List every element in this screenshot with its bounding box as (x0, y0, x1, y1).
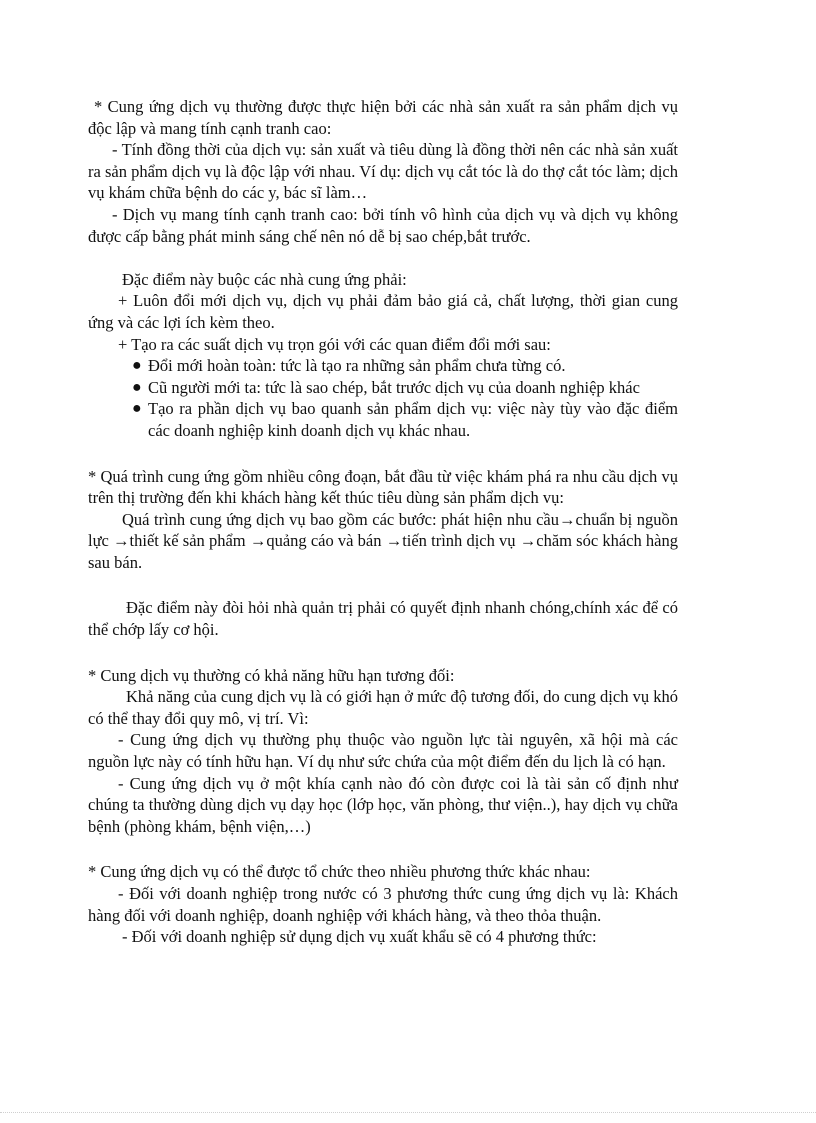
spacer (88, 442, 678, 466)
section3-paragraph-2: - Cung ứng dịch vụ thường phụ thuộc vào nguồn lực tài nguyên, xã hội mà các nguồn lực này có tính hữu hạn. Ví dụ như sức chứa của một điểm đến du lịch là có hạn. (88, 730, 678, 772)
spacer (88, 573, 678, 597)
section2-paragraph-2: Đặc điểm này đòi hỏi nhà quản trị phải có quyết định nhanh chóng,chính xác để có thể chớp lấy cơ hội. (88, 598, 678, 640)
bullet-icon: ● (132, 378, 142, 396)
list-item (88, 377, 678, 399)
list-item-text: Tạo ra phần dịch vụ bao quanh sản phẩm dịch vụ: việc này tùy vào đặc điểm các doanh nghiệp kinh doanh dịch vụ khác nhau. (148, 399, 678, 440)
spacer (88, 837, 678, 861)
section4-heading: * Cung ứng dịch vụ có thể được tổ chức theo nhiều phương thức khác nhau: (88, 862, 591, 882)
section1-paragraph-5: + Tạo ra các suất dịch vụ trọn gói với các quan điểm đổi mới sau: (118, 334, 551, 354)
section1-paragraph-2: - Dịch vụ mang tính cạnh tranh cao: bởi tính vô hình của dịch vụ và dịch vụ không được cấp bằng phát minh sáng chế nên nó dễ bị sao chép,bắt trước. (88, 204, 678, 246)
section1-paragraph-4: + Luôn đổi mới dịch vụ, dịch vụ phải đảm bảo giá cả, chất lượng, thời gian cung ứng và các lợi ích kèm theo. (88, 291, 678, 332)
section3-paragraph-1: Khả năng của cung dịch vụ là có giới hạn ở mức độ tương đối, do cung dịch vụ khó có thể thay đổi quy mô, vị trí. Vì: (88, 687, 678, 728)
list-item (88, 398, 678, 441)
bullet-list (88, 355, 678, 441)
bullet-icon: ● (132, 400, 142, 418)
bullet-icon: ● (132, 357, 142, 375)
section3-paragraph-3: - Cung ứng dịch vụ ở một khía cạnh nào đó còn được coi là tài sản cố định như chúng ta thường dùng dịch vụ dạy học (lớp học, văn phòng, thư viện..), hay dịch vụ chữa bệnh (phòng khám, bệnh viện,…) (88, 773, 678, 836)
document-page (88, 96, 678, 948)
section2-paragraph-1: Quá trình cung ứng dịch vụ bao gồm các bước: phát hiện nhu cầu→chuẩn bị nguồn lực →thiết kế sản phẩm →quảng cáo và bán →tiến trình dịch vụ →chăm sóc khách hàng sau bán. (88, 509, 678, 572)
list-item-text: Đổi mới hoàn toàn: tức là tạo ra những sản phẩm chưa từng có. (148, 356, 566, 376)
section4-paragraph-2: - Đối với doanh nghiệp sử dụng dịch vụ xuất khẩu sẽ có 4 phương thức: (122, 927, 597, 947)
section1-paragraph-1: - Tính đồng thời của dịch vụ: sản xuất và tiêu dùng là đồng thời nên các nhà sản xuất ra sản phẩm dịch vụ là độc lập với nhau. Ví dụ: dịch vụ cắt tóc là do thợ cắt tóc làm; dịch vụ khám chữa bệnh do các y, bác sĩ làm… (88, 140, 678, 203)
section3-heading: * Cung dịch vụ thường có khả năng hữu hạn tương đối: (88, 665, 455, 685)
spacer (88, 641, 678, 665)
section1-heading: * Cung ứng dịch vụ thường được thực hiện bởi các nhà sản xuất ra sản phẩm dịch vụ độc lập và mang tính cạnh tranh cao: (88, 97, 678, 138)
list-item-text: Cũ người mới ta: tức là sao chép, bắt trước dịch vụ của doanh nghiệp khác (148, 377, 640, 397)
spacer (88, 247, 678, 269)
section1-paragraph-3: Đặc điểm này buộc các nhà cung ứng phải: (122, 269, 407, 289)
page-bottom-border (0, 1112, 816, 1113)
section2-heading: * Quá trình cung ứng gồm nhiều công đoạn, bắt đầu từ việc khám phá ra nhu cầu dịch vụ trên thị trường đến khi khách hàng kết thúc tiêu dùng sản phẩm dịch vụ: (88, 466, 678, 508)
section4-paragraph-1: - Đối với doanh nghiệp trong nước có 3 phương thức cung ứng dịch vụ là: Khách hàng đối với doanh nghiệp, doanh nghiệp với khách hàng, và theo thỏa thuận. (88, 884, 678, 925)
list-item (88, 355, 678, 377)
